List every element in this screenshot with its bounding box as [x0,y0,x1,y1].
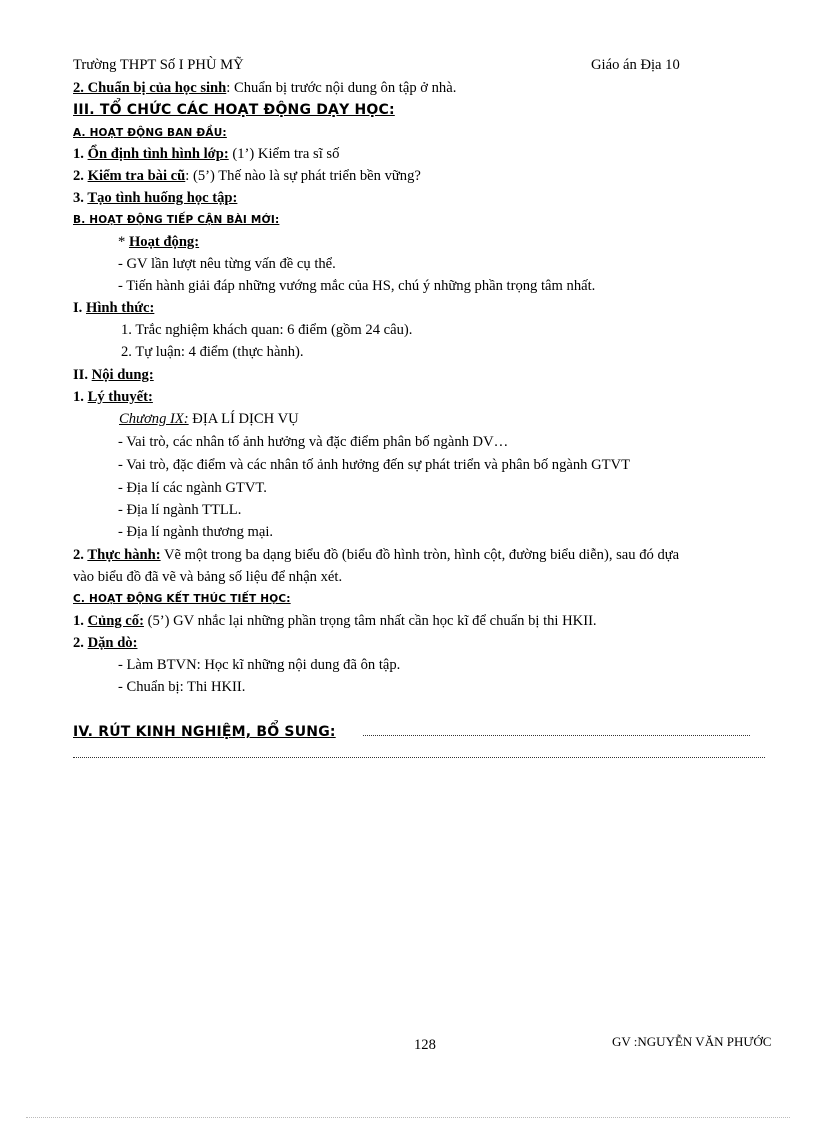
theory-item: - Địa lí ngành TTLL. [118,502,242,518]
old-lesson-check-label: Kiểm tra bài cũ [87,168,186,184]
homework-heading [73,634,137,652]
practice-text-continued: vào biểu đồ đã vẽ và bảng số liệu để nhận xét. [73,569,343,585]
form-heading [73,299,154,317]
asterisk: * [118,234,129,250]
old-lesson-check-text: : (5’) Thế nào là sự phát triển bền vững? [185,168,421,184]
roman-number: II. [73,367,92,383]
theory-label: Lý thuyết: [87,389,153,405]
item-number: 1. [73,146,88,162]
consolidate-text: (5’) GV nhắc lại những phần trọng tâm nhất cần học kĩ để chuẩn bị thi HKII. [143,613,597,629]
student-prep-text: : Chuẩn bị trước nội dung ôn tập ở nhà. [226,80,457,96]
student-prep-line [73,79,456,97]
student-prep-label: 2. Chuẩn bị của học sinh [73,80,227,96]
teacher-name: GV :NGUYỄN VĂN PHƯỚC [612,1034,772,1049]
page-number: 128 [414,1037,436,1053]
fill-in-dotted-line [73,757,765,758]
part-a-heading: A. HOẠT ĐỘNG BAN ĐẦU: [73,127,227,139]
theory-item: - Vai trò, đặc điểm và các nhân tố ảnh hưởng đến sự phát triển và phân bố ngành GTVT [118,457,631,473]
item-number: 2. [73,635,88,651]
learning-situation-label: Tạo tình huống học tập: [87,190,238,206]
practice-text: Vẽ một trong ba dạng biểu đồ (biểu đồ hình tròn, hình cột, đường biểu diễn), sau đó dựa [160,547,680,563]
form-item: 1. Trắc nghiệm khách quan: 6 điểm (gồm 24 câu). [121,322,413,338]
theory-item: - Địa lí các ngành GTVT. [118,480,267,496]
class-stabilize-line [73,145,339,163]
activity-item: - Tiến hành giải đáp những vướng mắc của HS, chú ý những phần trọng tâm nhất. [118,278,596,294]
content-label: Nội dung: [91,367,154,383]
consolidate-label: Củng cố: [87,613,144,629]
consolidate-line [73,612,597,630]
learning-situation-line [73,189,237,207]
theory-heading [73,388,153,406]
item-number: 3. [73,190,88,206]
roman-number: I. [73,300,86,316]
chapter-line [119,410,299,428]
header-school: Trường THPT Số I PHÙ MỸ [73,57,244,73]
item-number: 2. [73,547,88,563]
form-item: 2. Tự luận: 4 điểm (thực hành). [121,344,304,360]
old-lesson-check-line [73,167,421,185]
chapter-label: Chương IX: [119,411,189,427]
practice-line [73,546,679,564]
item-number: 1. [73,389,88,405]
chapter-title: ĐỊA LÍ DỊCH VỤ [188,411,299,427]
fill-in-dotted-line [363,735,750,736]
content-heading [73,366,154,384]
section-3-heading: III. TỔ CHỨC CÁC HOẠT ĐỘNG DẠY HỌC: [73,102,395,118]
practice-label: Thực hành: [87,547,161,563]
activity-item: - GV lần lượt nêu từng vấn đề cụ thể. [118,256,336,272]
header-subject: Giáo án Địa 10 [591,57,680,73]
item-number: 2. [73,168,88,184]
part-c-heading: C. HOẠT ĐỘNG KẾT THÚC TIẾT HỌC: [73,593,291,605]
class-stabilize-label: Ổn định tình hình lớp: [87,146,229,162]
homework-label: Dặn dò: [87,635,138,651]
homework-item: - Chuẩn bị: Thi HKII. [118,679,246,695]
class-stabilize-text: (1’) Kiểm tra sĩ số [228,146,340,162]
part-b-heading: B. HOẠT ĐỘNG TIẾP CẬN BÀI MỚI: [73,214,280,226]
form-label: Hình thức: [85,300,155,316]
homework-item: - Làm BTVN: Học kĩ những nội dung đã ôn tập. [118,657,401,673]
activity-label: Hoạt động: [128,234,200,250]
theory-item: - Địa lí ngành thương mại. [118,524,274,540]
section-4-heading: IV. RÚT KINH NGHIỆM, BỔ SUNG: [73,724,336,740]
activity-line [118,233,199,251]
item-number: 1. [73,613,88,629]
page-bottom-border [26,1117,790,1118]
theory-item: - Vai trò, các nhân tố ảnh hưởng và đặc điểm phân bố ngành DV… [118,434,509,450]
